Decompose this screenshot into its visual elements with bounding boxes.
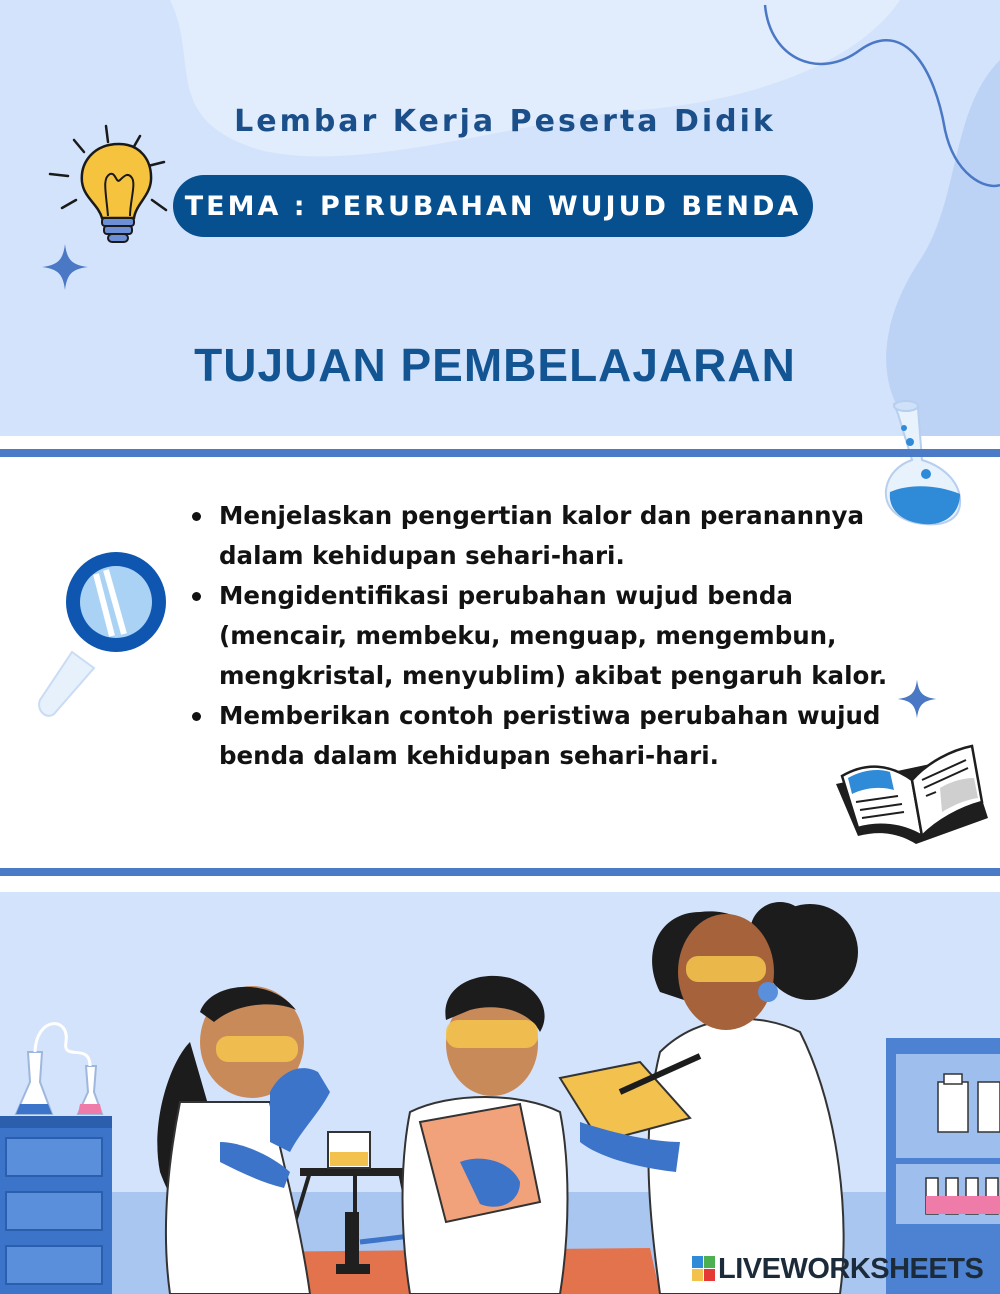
worksheet-subtitle: Lembar Kerja Peserta Didik <box>234 104 776 139</box>
lab-scientists-illustration <box>0 892 1000 1294</box>
objective-text: (mencair, membeku, menguap, mengembun, <box>219 621 837 650</box>
magnifier-icon <box>32 550 172 722</box>
objective-text: Menjelaskan pengertian kalor dan peranannya <box>219 501 865 530</box>
bullet-icon <box>192 592 201 601</box>
lightbulb-icon <box>44 122 174 252</box>
liveworksheets-logo-icon <box>692 1256 716 1282</box>
lab-scene <box>0 892 1000 1294</box>
objective-item <box>186 696 906 776</box>
theme-label: TEMA : PERUBAHAN WUJUD BENDA <box>184 190 802 222</box>
objective-text: Mengidentifikasi perubahan wujud benda <box>219 581 793 610</box>
theme-badge <box>173 175 813 237</box>
objective-item <box>186 576 906 696</box>
sparkle-icon <box>40 242 90 292</box>
book-icon <box>832 736 992 852</box>
sparkle-icon <box>896 678 938 720</box>
objective-text: mengkristal, menyublim) akibat pengaruh kalor. <box>219 661 888 690</box>
objectives-list <box>186 496 906 776</box>
bullet-icon <box>192 712 201 721</box>
header-section <box>0 0 1000 436</box>
objective-text: benda dalam kehidupan sehari-hari. <box>219 741 719 770</box>
section-divider <box>0 868 1000 876</box>
objective-text: Memberikan contoh peristiwa perubahan wujud <box>219 701 881 730</box>
objective-text: dalam kehidupan sehari-hari. <box>219 541 625 570</box>
liveworksheets-watermark <box>692 1252 983 1286</box>
page-title: TUJUAN PEMBELAJARAN <box>194 339 796 391</box>
watermark-text: LIVEWORKSHEETS <box>718 1252 984 1285</box>
bullet-icon <box>192 512 201 521</box>
section-divider <box>0 449 1000 457</box>
objective-item <box>186 496 906 576</box>
